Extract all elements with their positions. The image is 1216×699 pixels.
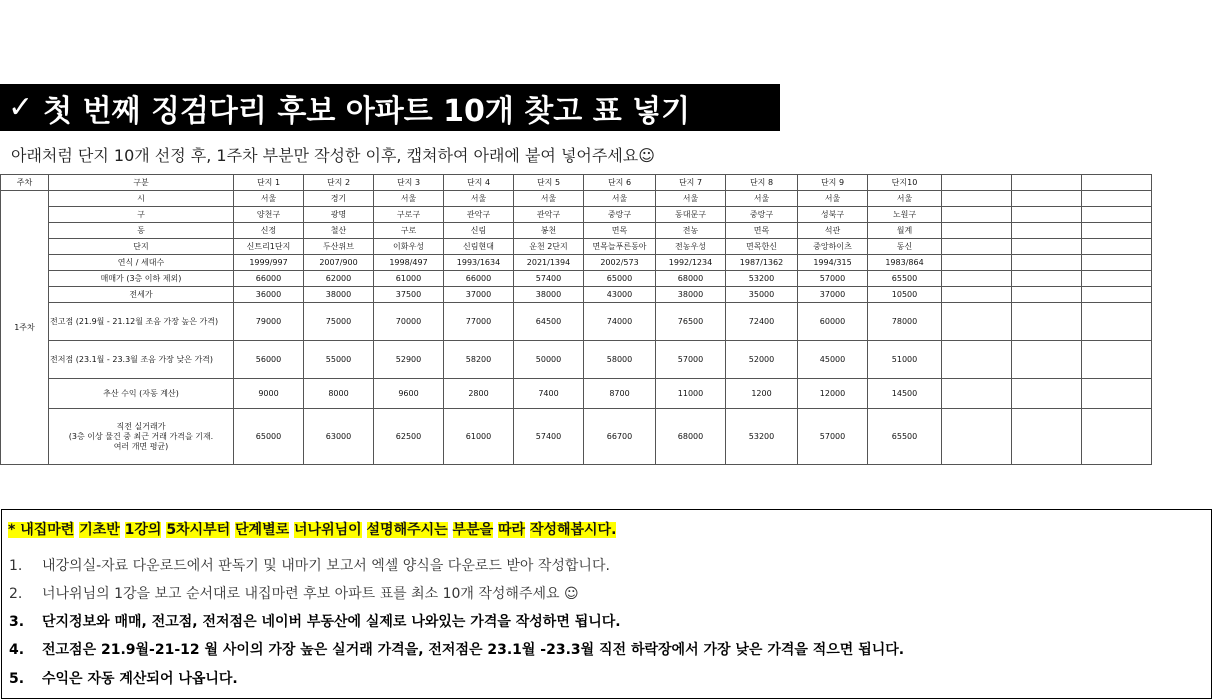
heading-word: [362, 522, 367, 538]
empty-cell: [942, 271, 1012, 287]
data-cell: 1983/864: [868, 255, 942, 271]
header-cell-complex: 단지 3: [374, 175, 444, 191]
instruction-subtitle: 아래처럼 단지 10개 선정 후, 1주차 부분만 작성한 이후, 캡쳐하여 아래에 붙여 넣어주세요☺: [11, 146, 655, 165]
row-label-cell: 연식 / 세대수: [49, 255, 234, 271]
data-cell: 서울: [584, 191, 656, 207]
data-cell: 면목한신: [726, 239, 798, 255]
heading-word: 설명해주시는: [366, 522, 448, 538]
empty-cell: [1012, 409, 1082, 465]
empty-cell: [942, 223, 1012, 239]
empty-cell: [942, 191, 1012, 207]
empty-cell: [942, 287, 1012, 303]
data-cell: 51000: [868, 341, 942, 379]
data-cell: 50000: [514, 341, 584, 379]
data-cell: 57400: [514, 409, 584, 465]
data-cell: 2021/1394: [514, 255, 584, 271]
empty-header-cell: [1082, 175, 1152, 191]
data-cell: 서울: [444, 191, 514, 207]
data-cell: 38000: [656, 287, 726, 303]
data-cell: 43000: [584, 287, 656, 303]
data-cell: 1999/997: [234, 255, 304, 271]
data-cell: 57400: [514, 271, 584, 287]
empty-cell: [942, 303, 1012, 341]
data-cell: 74000: [584, 303, 656, 341]
row-label-cell: 매매가 (3층 이하 제외): [49, 271, 234, 287]
data-cell: 중랑구: [726, 207, 798, 223]
instruction-text: 단지정보와 매매, 전고점, 전저점은 네이버 부동산에 실제로 나와있는 가격을 작성하면 됩니다.: [42, 614, 621, 630]
data-cell: 구로구: [374, 207, 444, 223]
data-cell: 9000: [234, 379, 304, 409]
heading-word: 따라: [498, 522, 526, 538]
data-cell: 77000: [444, 303, 514, 341]
data-cell: 11000: [656, 379, 726, 409]
data-cell: 서울: [798, 191, 868, 207]
header-cell-complex: 단지 6: [584, 175, 656, 191]
data-cell: 구로: [374, 223, 444, 239]
table-row: [1, 341, 1152, 379]
check-icon: ✓: [8, 90, 34, 125]
data-cell: 68000: [656, 409, 726, 465]
data-cell: 면목늘푸른동아: [584, 239, 656, 255]
data-cell: 10500: [868, 287, 942, 303]
data-cell: 58000: [584, 341, 656, 379]
heading-word: 너나위님이: [294, 522, 362, 538]
table-row: [1, 255, 1152, 271]
table-row: [1, 303, 1152, 341]
data-cell: 79000: [234, 303, 304, 341]
instruction-number: 4.: [9, 642, 25, 658]
data-cell: 경기: [304, 191, 374, 207]
heading-word: [448, 522, 453, 538]
data-cell: 9600: [374, 379, 444, 409]
header-cell-complex: 단지 4: [444, 175, 514, 191]
data-cell: 1998/497: [374, 255, 444, 271]
instruction-number: 5.: [9, 671, 25, 687]
data-cell: 2007/900: [304, 255, 374, 271]
empty-cell: [942, 379, 1012, 409]
header-cell-complex: 단지 2: [304, 175, 374, 191]
heading-word: [120, 522, 125, 538]
section-title-banner: [0, 84, 780, 131]
data-cell: 37000: [444, 287, 514, 303]
empty-cell: [1012, 223, 1082, 239]
instruction-text: 너나위님의 1강을 보고 순서대로 내집마련 후보 아파트 표를 최소 10개 작성해주세요 ☺: [42, 586, 579, 602]
heading-word: 단계별로: [235, 522, 290, 538]
data-cell: 신림: [444, 223, 514, 239]
data-cell: 65500: [868, 271, 942, 287]
data-cell: 64500: [514, 303, 584, 341]
data-cell: 서울: [656, 191, 726, 207]
empty-cell: [942, 341, 1012, 379]
data-cell: 65500: [868, 409, 942, 465]
empty-cell: [1082, 341, 1152, 379]
data-cell: 1993/1634: [444, 255, 514, 271]
table-row: [1, 223, 1152, 239]
data-cell: 두산위브: [304, 239, 374, 255]
apartment-table-wrap: [0, 174, 1152, 465]
empty-cell: [1082, 239, 1152, 255]
empty-cell: [1082, 191, 1152, 207]
data-cell: 76500: [656, 303, 726, 341]
data-cell: 12000: [798, 379, 868, 409]
row-label-cell: 시: [49, 191, 234, 207]
data-cell: 전농우성: [656, 239, 726, 255]
data-cell: 53200: [726, 409, 798, 465]
empty-cell: [1012, 287, 1082, 303]
data-cell: 66000: [444, 271, 514, 287]
empty-cell: [1012, 341, 1082, 379]
data-cell: 서울: [868, 191, 942, 207]
data-cell: 57000: [798, 271, 868, 287]
header-cell-complex: 단지 8: [726, 175, 798, 191]
data-cell: 운천 2단지: [514, 239, 584, 255]
data-cell: 신림현대: [444, 239, 514, 255]
data-cell: 성북구: [798, 207, 868, 223]
empty-header-cell: [1012, 175, 1082, 191]
data-cell: 8000: [304, 379, 374, 409]
header-cell-category: 구분: [49, 175, 234, 191]
data-cell: 78000: [868, 303, 942, 341]
data-cell: 72400: [726, 303, 798, 341]
data-cell: 동대문구: [656, 207, 726, 223]
table-row: [1, 191, 1152, 207]
instruction-number: 1.: [9, 558, 23, 574]
data-cell: 62000: [304, 271, 374, 287]
data-cell: 1987/1362: [726, 255, 798, 271]
data-cell: 65000: [234, 409, 304, 465]
data-cell: 57000: [656, 341, 726, 379]
data-cell: 38000: [514, 287, 584, 303]
data-cell: 1200: [726, 379, 798, 409]
data-cell: 신정: [234, 223, 304, 239]
data-cell: 8700: [584, 379, 656, 409]
data-cell: 신트리1단지: [234, 239, 304, 255]
table-row: [1, 239, 1152, 255]
empty-header-cell: [942, 175, 1012, 191]
row-label-cell: 전저점 (23.1월 - 23.3월 조음 가장 낮은 가격): [49, 341, 234, 379]
heading-prefix: *: [8, 522, 21, 538]
data-cell: 봉천: [514, 223, 584, 239]
data-cell: 면목: [584, 223, 656, 239]
section-title: 첫 번째 징검다리 후보 아파트 10개 찾고 표 넣기: [43, 93, 691, 129]
header-cell-week: 주차: [1, 175, 49, 191]
empty-cell: [1012, 255, 1082, 271]
week-label-cell: 1주차: [1, 191, 49, 465]
instruction-text: 전고점은 21.9월-21-12 월 사이의 가장 높은 실거래 가격을, 전저점은 23.1월 -23.3월 직전 하락장에서 가장 낮은 가격을 적으면 됩니다.: [42, 642, 905, 658]
row-label-cell: 구: [49, 207, 234, 223]
data-cell: 서울: [726, 191, 798, 207]
data-cell: 2002/573: [584, 255, 656, 271]
data-cell: 관악구: [514, 207, 584, 223]
data-cell: 61000: [374, 271, 444, 287]
data-cell: 63000: [304, 409, 374, 465]
empty-cell: [942, 239, 1012, 255]
instructions-box: [1, 509, 1212, 699]
empty-cell: [1082, 303, 1152, 341]
data-cell: 7400: [514, 379, 584, 409]
empty-cell: [1012, 207, 1082, 223]
empty-cell: [1012, 239, 1082, 255]
heading-word: 1강의: [124, 522, 162, 538]
data-cell: 이화우성: [374, 239, 444, 255]
data-cell: 36000: [234, 287, 304, 303]
row-label-cell: 전고점 (21.9월 - 21.12월 조음 가장 높은 가격): [49, 303, 234, 341]
data-cell: 68000: [656, 271, 726, 287]
data-cell: 60000: [798, 303, 868, 341]
data-cell: 동신: [868, 239, 942, 255]
apartment-candidate-table: [0, 174, 1152, 465]
data-cell: 70000: [374, 303, 444, 341]
empty-cell: [1082, 207, 1152, 223]
instruction-item: [9, 583, 579, 603]
empty-cell: [1082, 287, 1152, 303]
instruction-item: [9, 668, 238, 688]
data-cell: 면목: [726, 223, 798, 239]
header-cell-complex: 단지 1: [234, 175, 304, 191]
data-cell: 광명: [304, 207, 374, 223]
header-cell-complex: 단지 9: [798, 175, 868, 191]
data-cell: 중앙하이츠: [798, 239, 868, 255]
table-header-row: [1, 175, 1152, 191]
data-cell: 75000: [304, 303, 374, 341]
empty-cell: [942, 207, 1012, 223]
empty-cell: [1012, 379, 1082, 409]
data-cell: 52900: [374, 341, 444, 379]
empty-cell: [942, 409, 1012, 465]
table-row: [1, 207, 1152, 223]
heading-word: 기초반: [79, 522, 120, 538]
data-cell: 38000: [304, 287, 374, 303]
empty-cell: [1082, 271, 1152, 287]
instruction-text: 수익은 자동 계산되어 나옵니다.: [42, 671, 238, 687]
table-row: [1, 287, 1152, 303]
empty-cell: [942, 255, 1012, 271]
row-label-cell: 직전 실거래가 (3층 이상 물건 중 최근 거래 가격을 기재. 여러 개면 평균): [49, 409, 234, 465]
data-cell: 66000: [234, 271, 304, 287]
data-cell: 65000: [584, 271, 656, 287]
empty-cell: [1012, 271, 1082, 287]
data-cell: 45000: [798, 341, 868, 379]
header-cell-complex: 단지 5: [514, 175, 584, 191]
heading-word: 부분을: [452, 522, 494, 538]
table-row: [1, 409, 1152, 465]
data-cell: 52000: [726, 341, 798, 379]
data-cell: 53200: [726, 271, 798, 287]
data-cell: 58200: [444, 341, 514, 379]
data-cell: 66700: [584, 409, 656, 465]
data-cell: 61000: [444, 409, 514, 465]
heading-word: 5차시부터: [166, 522, 231, 538]
heading-word: 내집마련: [20, 522, 75, 538]
data-cell: 35000: [726, 287, 798, 303]
row-label-cell: 전세가: [49, 287, 234, 303]
data-cell: 중랑구: [584, 207, 656, 223]
data-cell: 서울: [374, 191, 444, 207]
data-cell: 관악구: [444, 207, 514, 223]
empty-cell: [1012, 303, 1082, 341]
empty-cell: [1012, 191, 1082, 207]
data-cell: 1994/315: [798, 255, 868, 271]
empty-cell: [1082, 409, 1152, 465]
table-row: [1, 379, 1152, 409]
instruction-number: 3.: [9, 614, 25, 630]
instruction-text: 내강의실-자료 다운로드에서 판독기 및 내마기 보고서 엑셀 양식을 다운로드 받아 작성합니다.: [42, 558, 610, 574]
empty-cell: [1082, 379, 1152, 409]
data-cell: 37000: [798, 287, 868, 303]
data-cell: 노원구: [868, 207, 942, 223]
row-label-cell: 동: [49, 223, 234, 239]
data-cell: 56000: [234, 341, 304, 379]
instruction-item: [9, 639, 904, 659]
data-cell: 월계: [868, 223, 942, 239]
heading-word: 작성해봅시다.: [529, 522, 617, 538]
data-cell: 1992/1234: [656, 255, 726, 271]
header-cell-complex: 단지10: [868, 175, 942, 191]
data-cell: 14500: [868, 379, 942, 409]
data-cell: 전농: [656, 223, 726, 239]
table-row: [1, 271, 1152, 287]
data-cell: 서울: [234, 191, 304, 207]
empty-cell: [1082, 223, 1152, 239]
data-cell: 37500: [374, 287, 444, 303]
instructions-heading: [8, 519, 616, 539]
data-cell: 57000: [798, 409, 868, 465]
empty-cell: [1082, 255, 1152, 271]
data-cell: 55000: [304, 341, 374, 379]
row-label-cell: 추산 수익 (자동 계산): [49, 379, 234, 409]
data-cell: 서울: [514, 191, 584, 207]
instruction-number: 2.: [9, 586, 23, 602]
instruction-item: [9, 555, 610, 575]
row-label-cell: 단지: [49, 239, 234, 255]
data-cell: 석관: [798, 223, 868, 239]
instruction-item: [9, 611, 621, 631]
header-cell-complex: 단지 7: [656, 175, 726, 191]
data-cell: 62500: [374, 409, 444, 465]
data-cell: 양천구: [234, 207, 304, 223]
data-cell: 2800: [444, 379, 514, 409]
data-cell: 철산: [304, 223, 374, 239]
